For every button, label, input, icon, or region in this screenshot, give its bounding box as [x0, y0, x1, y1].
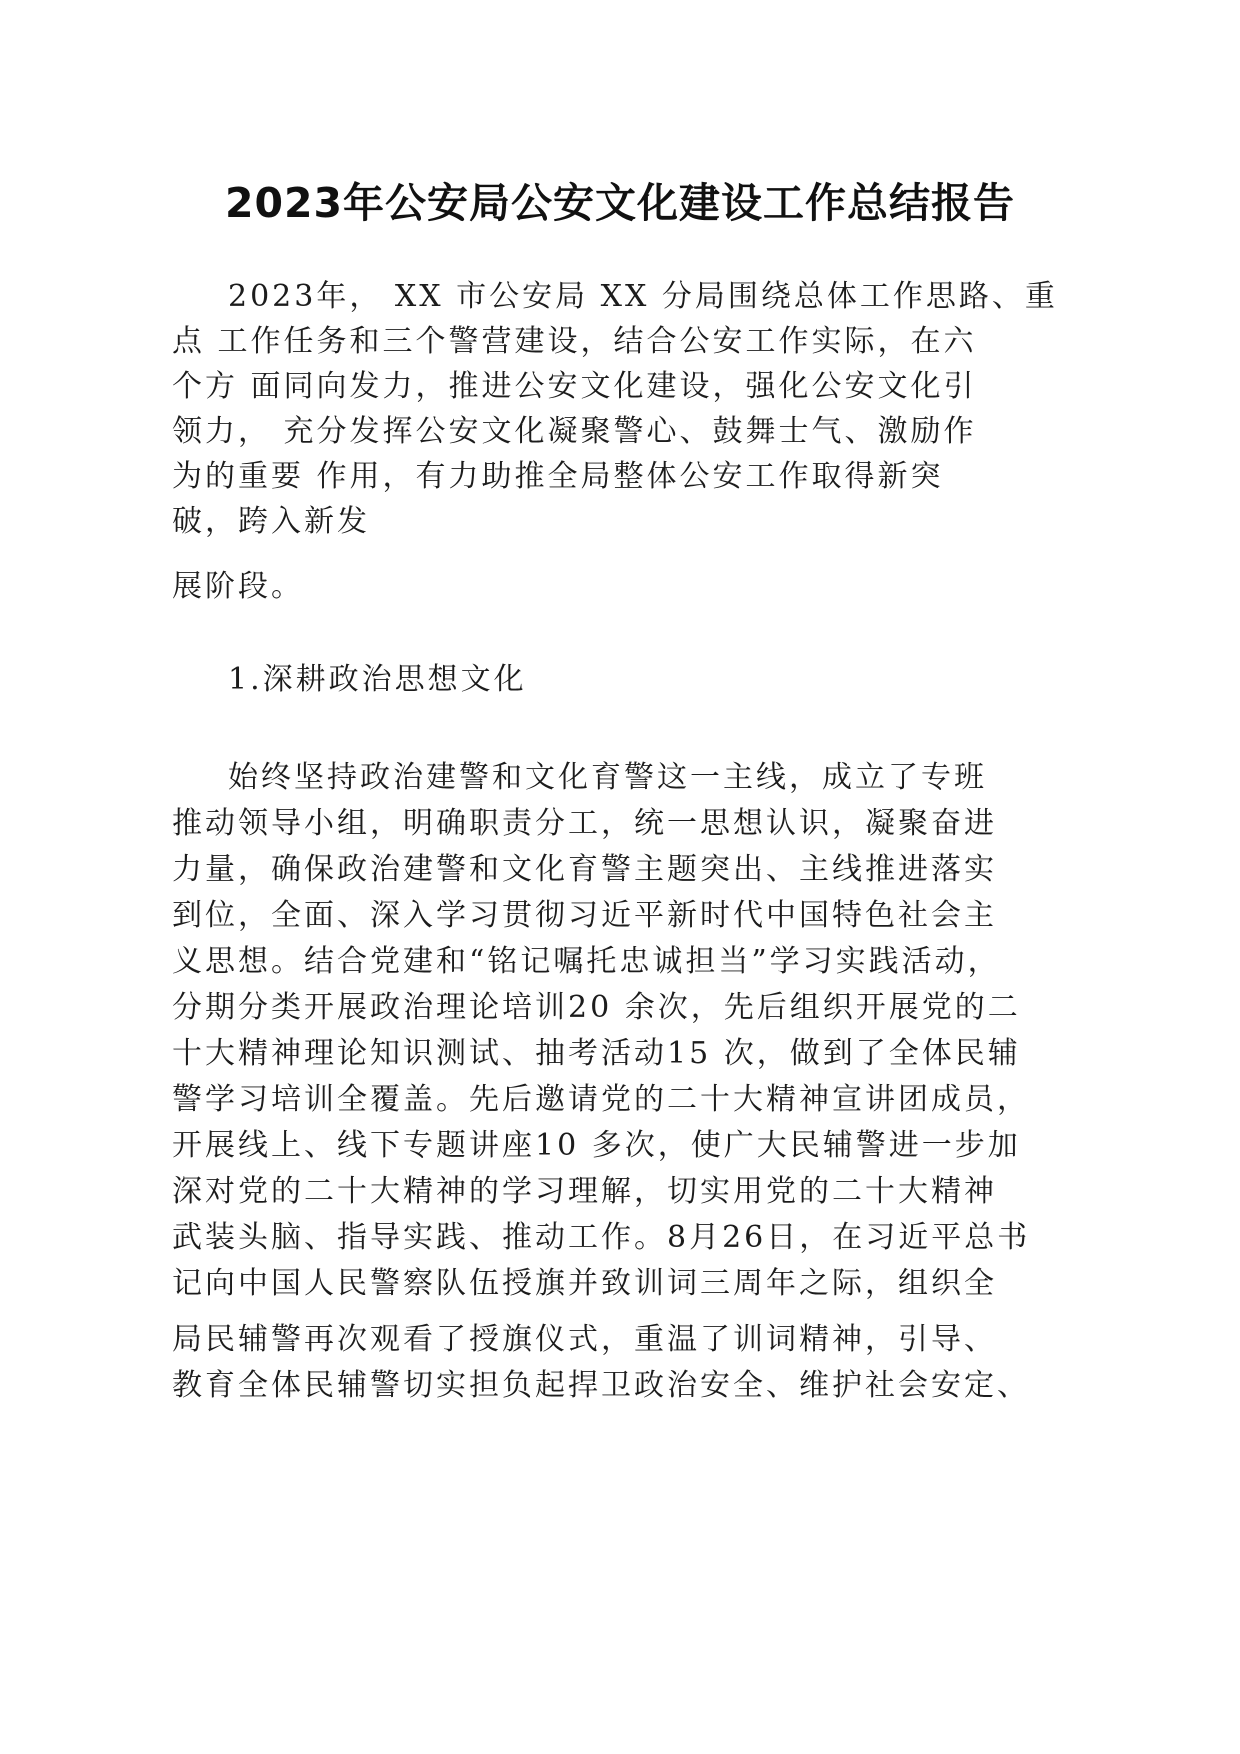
paragraph-line: 力量，确保政治建警和文化育警主题突出、主线推进落实	[172, 852, 997, 887]
paragraph-line: 十大精神理论知识测试、抽考活动15 次，做到了全体民辅	[172, 1036, 1021, 1071]
paragraph-line: 警学习培训全覆盖。先后邀请党的二十大精神宣讲团成员，	[172, 1082, 1030, 1117]
paragraph-line: 破，跨入新发	[172, 504, 370, 539]
paragraph-line: 分期分类开展政治理论培训20 余次，先后组织开展党的二	[172, 990, 1021, 1025]
paragraph-line: 到位，全面、深入学习贯彻习近平新时代中国特色社会主	[172, 898, 997, 933]
paragraph-line: 深对党的二十大精神的学习理解，切实用党的二十大精神	[172, 1174, 997, 1209]
paragraph-line: 为的重要 作用，有力助推全局整体公安工作取得新突	[172, 459, 944, 494]
paragraph-line: 教育全体民辅警切实担负起捍卫政治安全、维护社会安定、	[172, 1368, 1030, 1403]
paragraph-line: 展阶段。	[172, 569, 304, 604]
paragraph-line: 点 工作任务和三个警营建设，结合公安工作实际，在六	[172, 324, 977, 359]
paragraph-line: 个方 面同向发力，推进公安文化建设，强化公安文化引	[172, 369, 977, 404]
section-heading: 1.深耕政治思想文化	[228, 662, 527, 697]
paragraph-line: 开展线上、线下专题讲座10 多次，使广大民辅警进一步加	[172, 1128, 1021, 1163]
paragraph-line: 武装头脑、指导实践、推动工作。8月26日，在习近平总书	[172, 1220, 1031, 1255]
paragraph-line: 2023年， XX 市公安局 XX 分局围绕总体工作思路、重	[228, 279, 1058, 314]
paragraph-line: 领力， 充分发挥公安文化凝聚警心、鼓舞士气、激励作	[172, 414, 977, 449]
paragraph-line: 始终坚持政治建警和文化育警这一主线，成立了专班	[228, 760, 987, 795]
document-title: 2023年公安局公安文化建设工作总结报告	[224, 179, 1016, 227]
paragraph-line: 推动领导小组，明确职责分工，统一思想认识，凝聚奋进	[172, 806, 997, 841]
paragraph-line: 记向中国人民警察队伍授旗并致训词三周年之际，组织全	[172, 1266, 997, 1301]
paragraph-line: 局民辅警再次观看了授旗仪式，重温了训词精神，引导、	[172, 1322, 997, 1357]
paragraph-line: 义思想。结合党建和“铭记嘱托忠诚担当”学习实践活动，	[172, 944, 1001, 979]
